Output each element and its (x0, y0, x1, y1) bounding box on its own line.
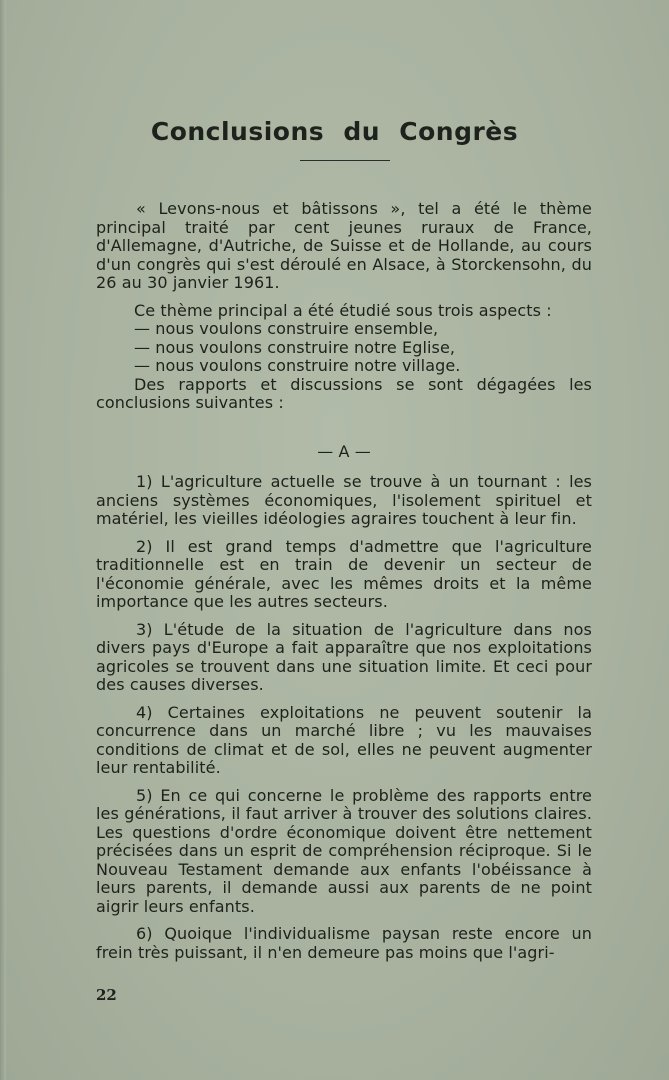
aspect-item: — nous voulons construire notre village. (134, 356, 461, 375)
aspect-item: — nous voulons construire notre Eglise, (134, 337, 456, 357)
conclusion-point: 1) L'agriculture actuelle se trouve à un tournant : les anciens systèmes économiques, l'isolement spirituel et matériel, les vieilles idéologies agraires touchent à leur fin. (96, 472, 592, 528)
section-heading: — A — (317, 441, 371, 461)
title-divider (300, 160, 390, 161)
page-number: 22 (96, 986, 117, 1004)
conclusion-point: 2) Il est grand temps d'admettre que l'agriculture traditionnelle est en train de devenir un secteur de l'économie générale, avec les mêmes droits et la même importance que les autres secteurs. (96, 536, 592, 611)
page-title: Conclusions du Congrès (150, 116, 519, 146)
conclusion-point: 5) En ce qui concerne le problème des rapports entre les générations, il faut arriver à trouver des solutions claires. Les questions d'ordre économique doivent être nettement précisées dans un esprit de compréhension réciproque. Si le Nouveau Testament demande aux enfants l'obéissance à leurs parents, il demande aussi aux parents de ne point aigrir leurs enfants. (96, 785, 592, 916)
conclusion-point: 6) Quoique l'individualisme paysan reste encore un frein très puissant, il n'en demeure pas moins que l'agri- (96, 924, 592, 962)
page-edge-shadow (0, 0, 6, 1080)
aspects-intro: Ce thème principal a été étudié sous trois aspects : (134, 300, 552, 320)
conclusion-point: 4) Certaines exploitations ne peuvent soutenir la concurrence dans un marché libre ; vu les mauvaises conditions de climat et de sol, elles ne peuvent augmenter leur rentabilité. (96, 702, 592, 777)
conclusion-point: 3) L'étude de la situation de l'agriculture dans nos divers pays d'Europe a fait apparaître que nos exploitations agricoles se trouvent dans une situation limite. Et ceci pour des causes diverses. (96, 619, 592, 694)
conclusions-intro: Des rapports et discussions se sont dégagées les conclusions suivantes : (96, 374, 592, 412)
aspect-item: — nous voulons construire ensemble, (134, 319, 439, 338)
intro-paragraph: « Levons-nous et bâtissons », tel a été le thème principal traité par cent jeunes ruraux de France, d'Allemagne, d'Autriche, de Suisse et de Hollande, au cours d'un congrès qui s'est déroulé en Alsace, à Storckensohn, du 26 au 30 janvier 1961. (96, 199, 592, 292)
document-body (96, 200, 592, 971)
